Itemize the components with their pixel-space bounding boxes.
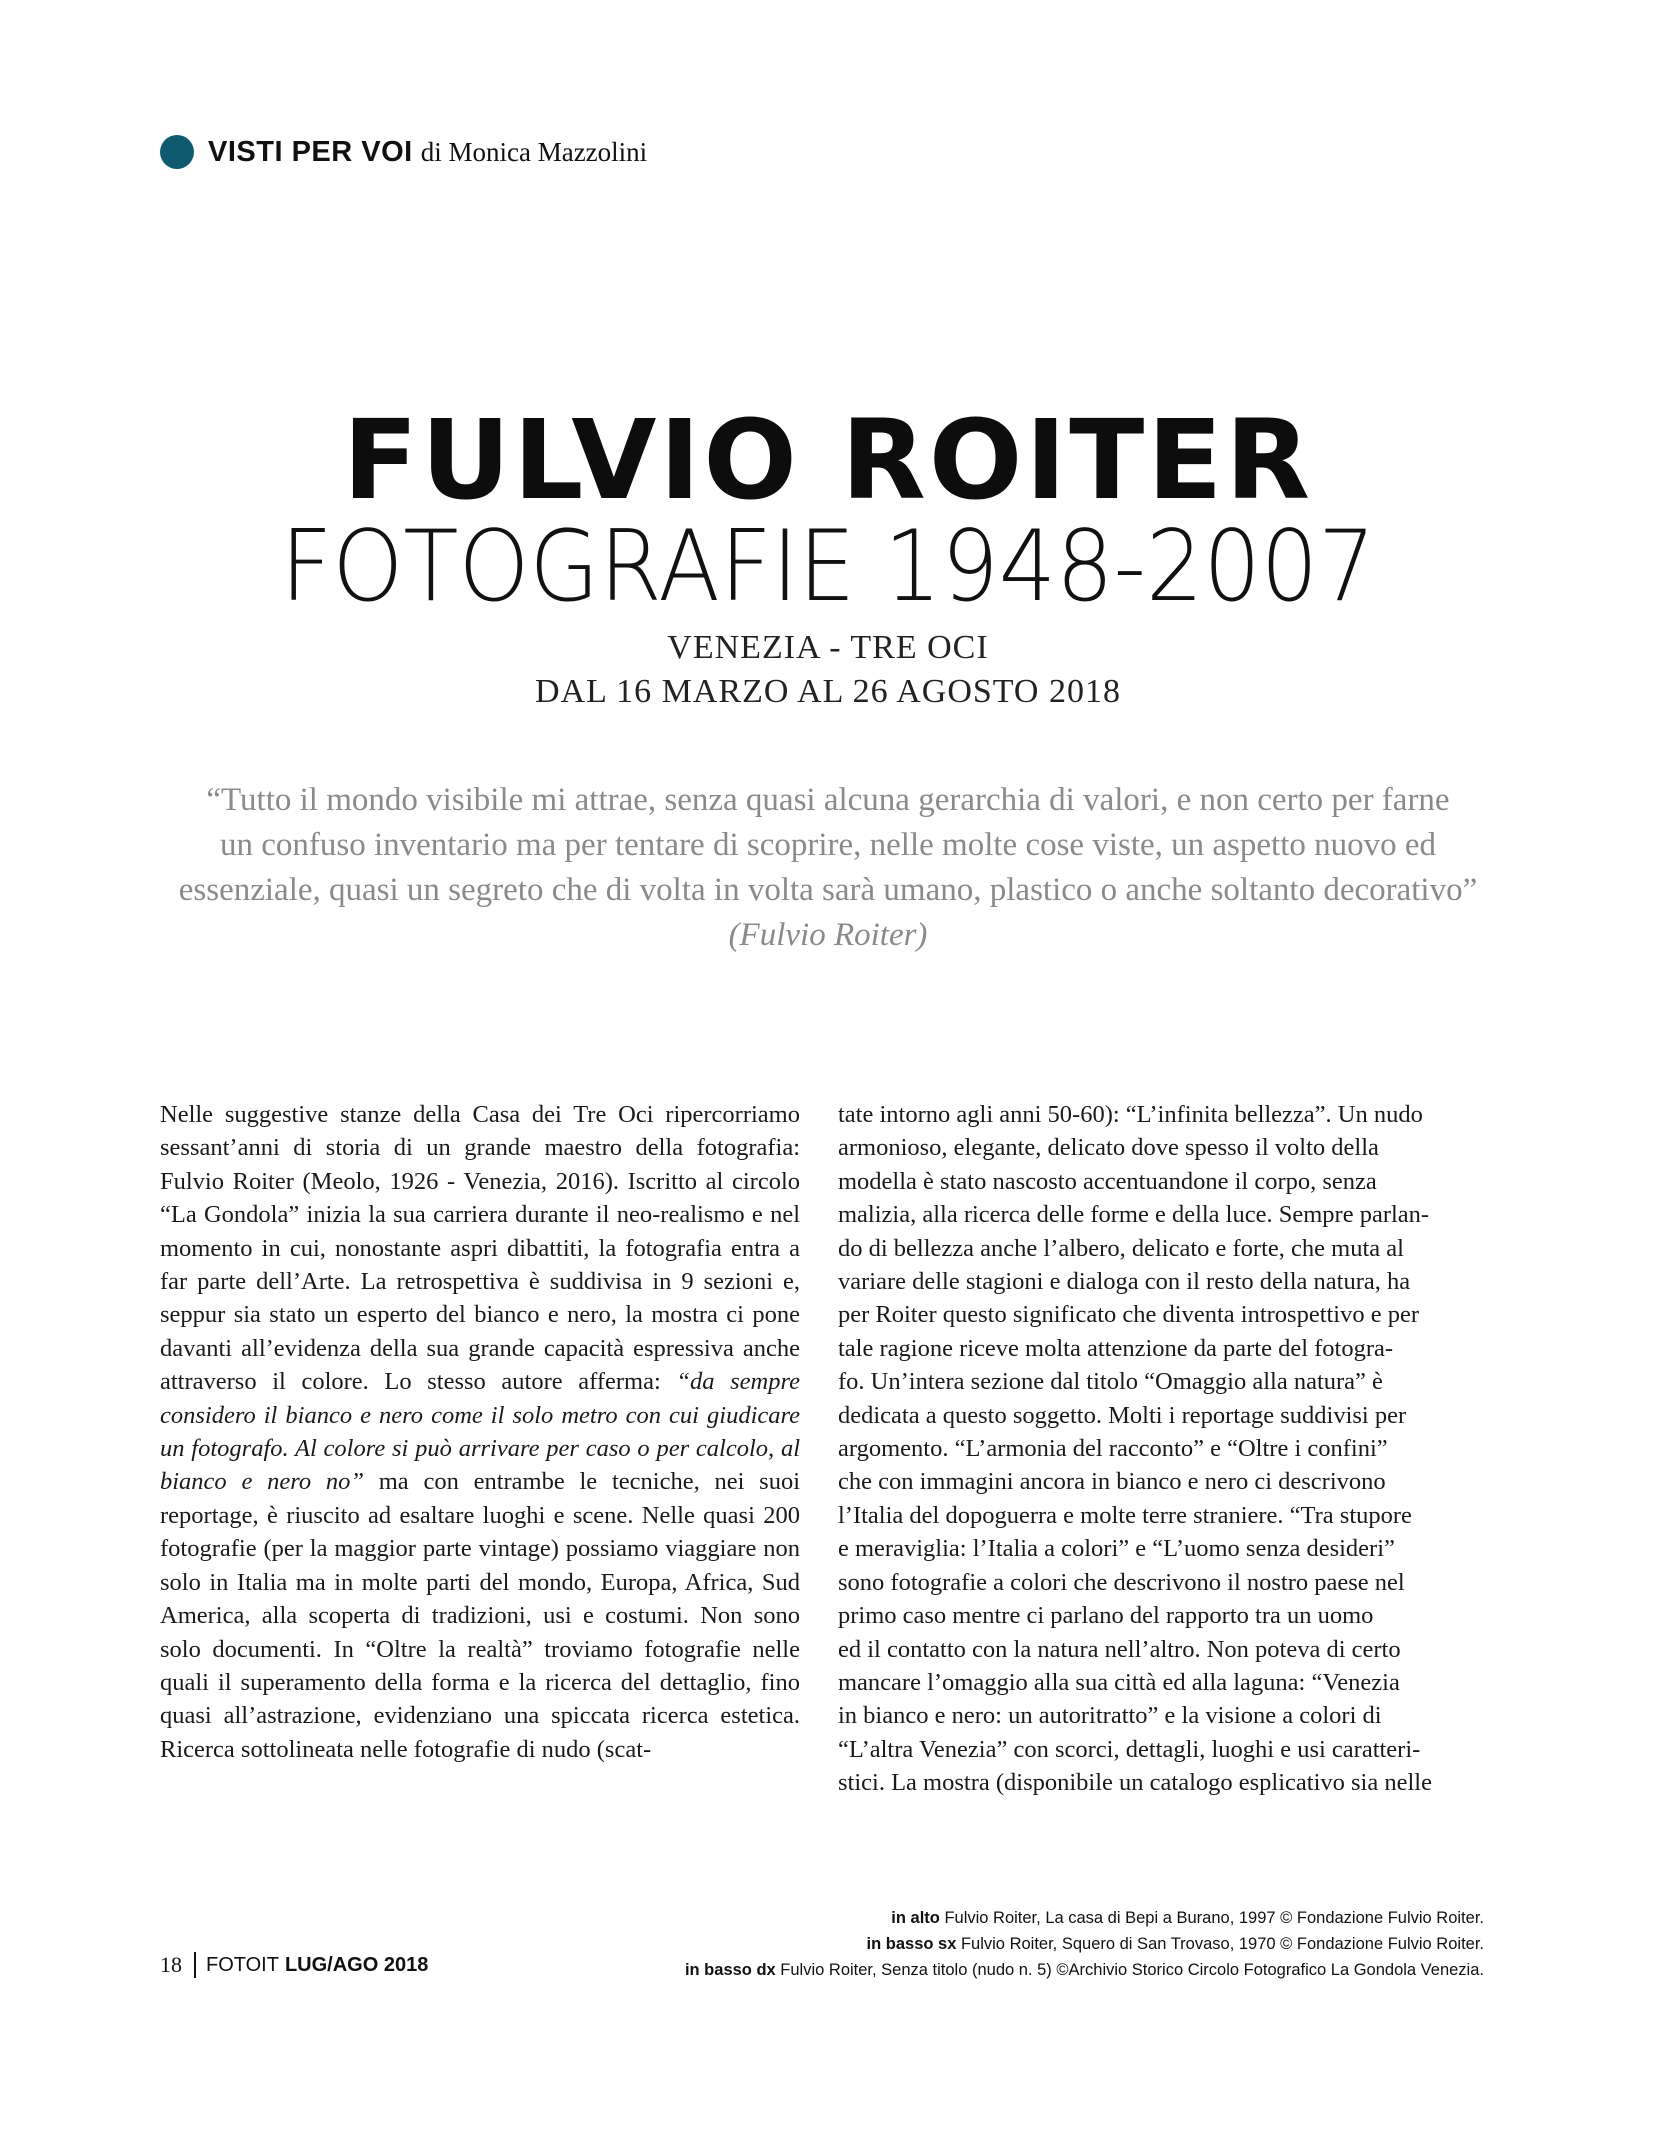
article-line: mancare l’omaggio alla sua città ed alla laguna: “Venezia <box>838 1668 1400 1696</box>
article-line: fo. Un’intera sezione dal titolo “Omaggio alla natura” è <box>838 1368 1383 1396</box>
article-line: “L’altra Venezia” con scorci, dettagli, luoghi e usi caratteri- <box>838 1735 1421 1763</box>
article-subtitle: FOTOGRAFIE 1948-2007 <box>280 510 1376 624</box>
caption-text: Fulvio Roiter, Squero di San Trovaso, 1970 © Fondazione Fulvio Roiter. <box>956 1935 1484 1953</box>
caption-line <box>685 1905 1484 1931</box>
article-line: malizia, alla ricerca delle forme e della luce. Sempre parlan- <box>838 1201 1430 1229</box>
article-quote: “da sempre considero il bianco e nero come il solo metro con cui giudicare un fotografo. Al colore si può arrivare per caso o per calcolo, al bianco e nero no” <box>160 1368 800 1496</box>
rubric-label: VISTI PER VOI <box>208 135 413 168</box>
article-column-left <box>160 1098 800 1766</box>
caption-line <box>685 1957 1484 1983</box>
article-title: FULVIO ROITER <box>342 396 1314 524</box>
caption-lead: in basso sx <box>866 1935 957 1953</box>
section-rubric <box>160 132 647 172</box>
article-line: per Roiter questo significato che diventa introspettivo e per <box>838 1301 1420 1329</box>
rubric-bullet-icon <box>160 135 194 169</box>
article-line: tale ragione riceve molta attenzione da parte del fotogra- <box>838 1334 1394 1362</box>
article-line: primo caso mentre ci parlano del rapporto tra un uomo <box>838 1602 1374 1630</box>
article-text: Nelle suggestive stanze della Casa dei Tre Oci ripercorriamo sessant’anni di storia di un grande maestro della fotografia: Fulvio Roiter (Meolo, 1926 - Venezia, 2016). Iscritto al circolo “La Gondola” inizia la sua carriera durante il neo-realismo e nel momento in cui, nonostante aspri dibattiti, la fotografia entra a far parte dell’Arte. La retrospettiva è suddivisa in 9 sezioni e, seppur sia stato un esperto del bianco e nero, la mostra ci pone davanti all’evidenza della sua grande capacità espressiva anche attraverso il colore. Lo stesso autore afferma: <box>160 1101 800 1396</box>
exhibition-venue: VENEZIA - TRE OCI <box>667 629 989 666</box>
article-column-right <box>838 1098 1478 1800</box>
article-text: ma con entrambe le tecniche, nei suoi reportage, è riuscito ad esaltare luoghi e scene. Nelle quasi 200 fotografie (per la maggior parte vintage) possiamo viaggiare non solo in Italia ma in molte parti del mondo, Europa, Africa, Sud America, alla scoperta di tradizioni, usi e costumi. Non sono solo documenti. In “Oltre la realtà” troviamo fotografie nelle quali il superamento della forma e la ricerca del dettaglio, fino quasi all’astrazione, evidenziano una spiccata ricerca estetica. Ricerca sottolineata nelle fotografie di nudo (scat- <box>160 1468 800 1763</box>
photo-captions <box>685 1905 1484 1983</box>
article-paragraph <box>160 1098 800 1766</box>
quote-line: essenziale, quasi un segreto che di volta in volta sarà umano, plastico o anche soltanto decorativo” <box>178 872 1478 908</box>
caption-line <box>685 1931 1484 1957</box>
article-line: do di bellezza anche l’albero, delicato e forte, che muta al <box>838 1234 1404 1262</box>
article-line: l’Italia del dopoguerra e molte terre straniere. “Tra stupore <box>838 1501 1412 1529</box>
article-line: dedicata a questo soggetto. Molti i reportage suddivisi per <box>838 1401 1407 1429</box>
caption-text: Fulvio Roiter, La casa di Bepi a Burano, 1997 © Fondazione Fulvio Roiter. <box>939 1909 1484 1927</box>
byline: di Monica Mazzolini <box>420 136 648 167</box>
exhibition-info <box>0 626 1656 714</box>
caption-lead: in basso dx <box>684 1961 776 1979</box>
article-line: ed il contatto con la natura nell’altro. Non poteva di certo <box>838 1635 1401 1663</box>
quote-attribution: (Fulvio Roiter) <box>728 917 928 953</box>
article-line: e meraviglia: l’Italia a colori” e “L’uomo senza desideri” <box>838 1535 1395 1563</box>
article-line: che con immagini ancora in bianco e nero ci descrivono <box>838 1468 1386 1496</box>
article-line: stici. La mostra (disponibile un catalogo esplicativo sia nelle <box>838 1769 1432 1797</box>
article-line: armonioso, elegante, delicato dove spesso il volto della <box>838 1134 1379 1162</box>
quote-line: “Tutto il mondo visibile mi attrae, senza quasi alcuna gerarchia di valori, e non certo per farne <box>206 782 1450 818</box>
article-line: in bianco e nero: un autoritratto” e la visione a colori di <box>838 1702 1382 1730</box>
page-footer <box>160 1950 428 1980</box>
footer-divider <box>194 1952 196 1978</box>
magazine-name: FOTOIT <box>206 1953 279 1976</box>
article-line: argomento. “L’armonia del racconto” e “Oltre i confini” <box>838 1435 1388 1463</box>
article-line: tate intorno agli anni 50-60): “L’infinita bellezza”. Un nudo <box>838 1101 1423 1128</box>
issue-date: LUG/AGO 2018 <box>284 1953 429 1976</box>
exhibition-dates: DAL 16 MARZO AL 26 AGOSTO 2018 <box>535 673 1121 710</box>
quote-line: un confuso inventario ma per tentare di scoprire, nelle molte cose viste, un aspetto nuovo ed <box>219 827 1437 863</box>
article-line: modella è stato nascosto accentuandone il corpo, senza <box>838 1167 1377 1195</box>
pull-quote <box>120 778 1536 958</box>
article-line: variare delle stagioni e dialoga con il resto della natura, ha <box>838 1268 1411 1296</box>
page-number: 18 <box>160 1952 182 1977</box>
caption-text: Fulvio Roiter, Senza titolo (nudo n. 5) ©Archivio Storico Circolo Fotografico La Gondola Venezia. <box>775 1961 1484 1979</box>
caption-lead: in alto <box>891 1909 940 1927</box>
article-line: sono fotografie a colori che descrivono il nostro paese nel <box>838 1568 1405 1596</box>
